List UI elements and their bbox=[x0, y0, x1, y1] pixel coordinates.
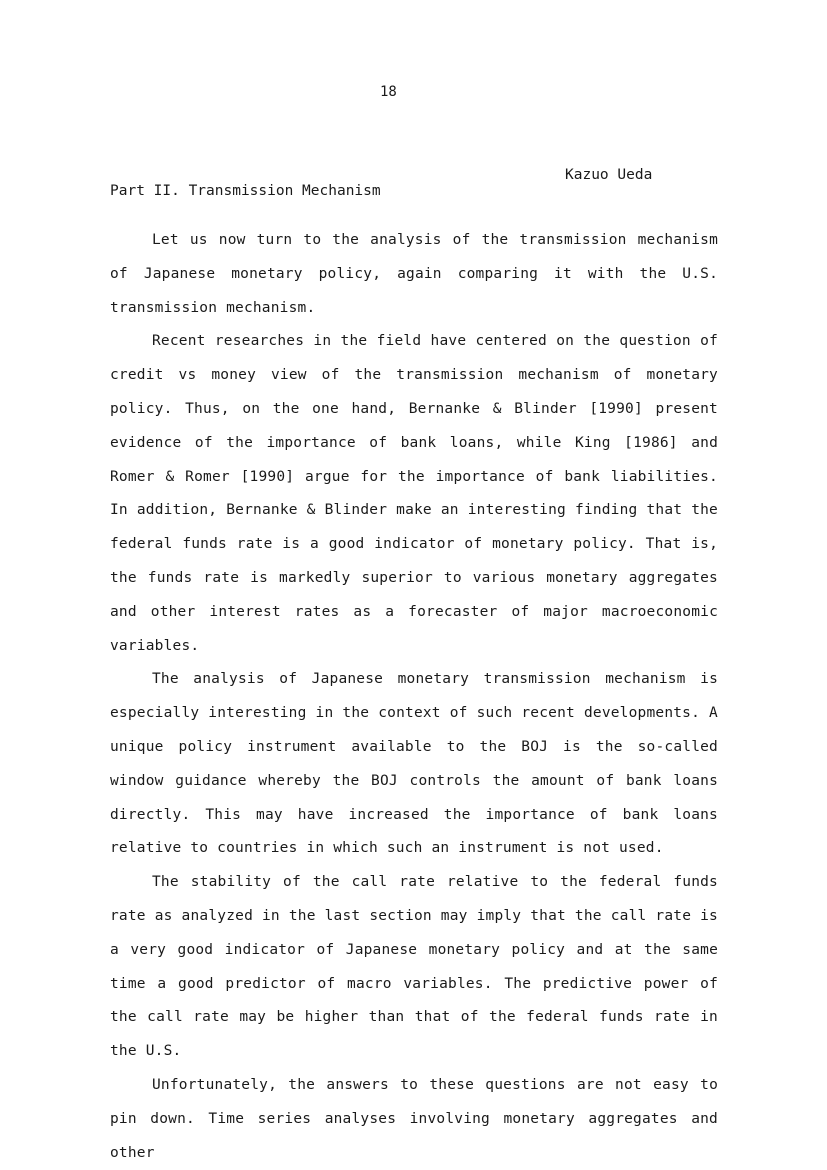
paragraph-1: Let us now turn to the analysis of the transmission mechanism of Japanese monetary policy, again comparing it with the U.S. transmission mechanism. bbox=[110, 232, 718, 316]
paragraph-3: The analysis of Japanese monetary transmission mechanism is especially interesting in the context of such recent developments. A unique policy instrument available to the BOJ is the so-called window guidance whereby the BOJ controls the amount of bank loans directly. This may have increased the importance of bank loans relative to countries in which such an instrument is not used. bbox=[110, 671, 718, 857]
author-name: Kazuo Ueda bbox=[565, 167, 653, 183]
paragraph-5: Unfortunately, the answers to these questions are not easy to pin down. Time series analyses involving monetary aggregates and other bbox=[110, 1076, 718, 1161]
section-title: Part II. Transmission Mechanism bbox=[110, 183, 381, 199]
body-text bbox=[110, 224, 718, 1170]
paragraph-4: The stability of the call rate relative to the federal funds rate as analyzed in the last section may imply that the call rate is a very good indicator of Japanese monetary policy and at the same time a good predictor of macro variables. The predictive power of the call rate may be higher than that of the federal funds rate in the U.S. bbox=[110, 874, 718, 1060]
page-number: 18 bbox=[380, 84, 397, 100]
paragraph-2: Recent researches in the field have centered on the question of credit vs money view of the transmission mechanism of monetary policy. Thus, on the one hand, Bernanke & Blinder [1990] present evidence of the importance of bank loans, while King [1986] and Romer & Romer [1990] argue for the importance of bank liabilities. In addition, Bernanke & Blinder make an interesting finding that the federal funds rate is a good indicator of monetary policy. That is, the funds rate is markedly superior to various monetary aggregates and other interest rates as a forecaster of major macroeconomic variables. bbox=[110, 333, 718, 654]
